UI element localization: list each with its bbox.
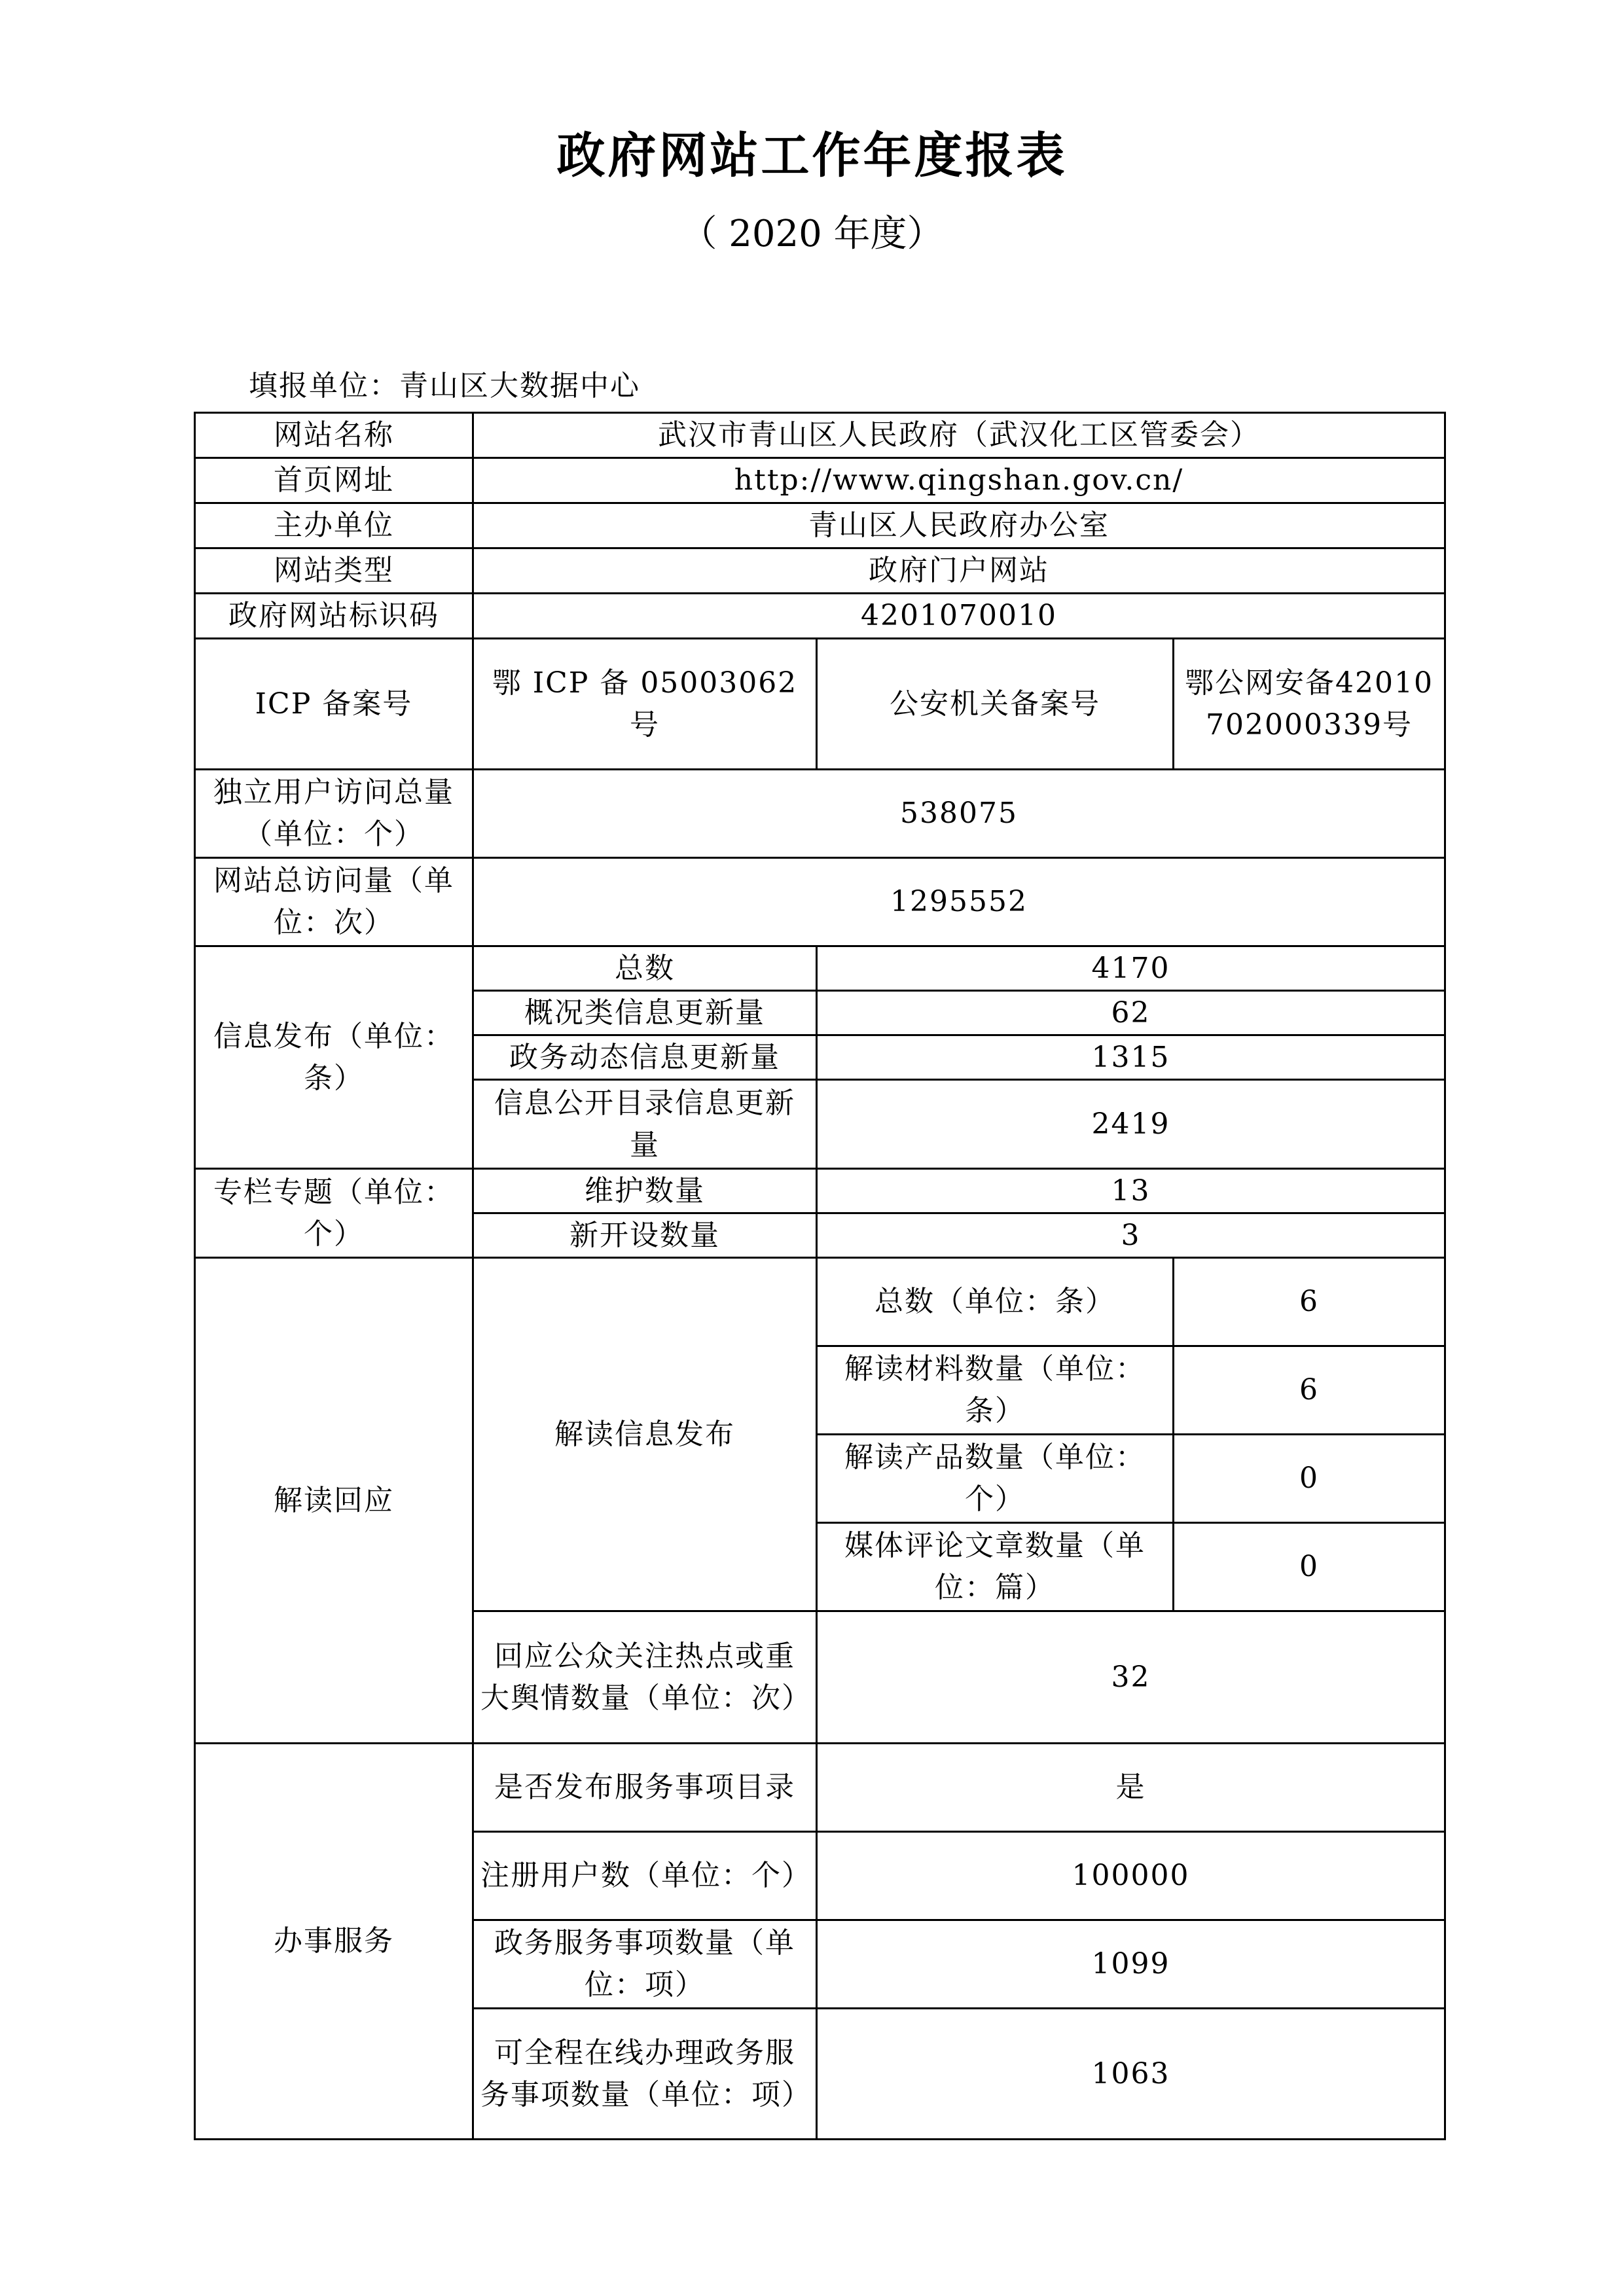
- overview-updates-label: 概况类信息更新量: [473, 991, 817, 1035]
- table-row: [195, 770, 1445, 858]
- info-publish-label: 信息发布（单位：条）: [195, 946, 473, 1169]
- total-visits-value: 1295552: [473, 858, 1445, 946]
- online-services-label: 可全程在线办理政务服务事项数量（单位：项）: [473, 2009, 817, 2140]
- media-articles-label: 媒体评论文章数量（单位：篇）: [817, 1523, 1174, 1611]
- site-id-label: 政府网站标识码: [195, 594, 473, 639]
- interpretation-products-label: 解读产品数量（单位：个）: [817, 1435, 1174, 1523]
- table-row: [195, 946, 1445, 991]
- interpretation-materials-label: 解读材料数量（单位：条）: [817, 1346, 1174, 1435]
- table-row: [195, 458, 1445, 503]
- overview-updates-value: 62: [817, 991, 1445, 1035]
- table-row: [195, 503, 1445, 548]
- sponsor-label: 主办单位: [195, 503, 473, 548]
- catalog-updates-value: 2419: [817, 1080, 1445, 1169]
- homepage-label: 首页网址: [195, 458, 473, 503]
- unique-visitors-label: 独立用户访问总量（单位：个）: [195, 770, 473, 858]
- public-response-value: 32: [817, 1611, 1445, 1744]
- unique-visitors-value: 538075: [473, 770, 1445, 858]
- site-name-label: 网站名称: [195, 413, 473, 458]
- homepage-value: http://www.qingshan.gov.cn/: [473, 458, 1445, 503]
- total-visits-label: 网站总访问量（单位：次）: [195, 858, 473, 946]
- police-record-value: 鄂公网安备42010702000339号: [1174, 639, 1445, 770]
- registered-users-label: 注册用户数（单位：个）: [473, 1832, 817, 1920]
- columns-maintained-value: 13: [817, 1169, 1445, 1213]
- service-catalog-label: 是否发布服务事项目录: [473, 1744, 817, 1832]
- report-title: 政府网站工作年度报表: [556, 128, 1068, 184]
- report-table: [194, 412, 1446, 2140]
- site-name-value: 武汉市青山区人民政府（武汉化工区管委会）: [473, 413, 1445, 458]
- registered-users-value: 100000: [817, 1832, 1445, 1920]
- police-record-label: 公安机关备案号: [817, 639, 1174, 770]
- table-row: [195, 1169, 1445, 1213]
- online-services-value: 1063: [817, 2009, 1445, 2140]
- columns-new-value: 3: [817, 1213, 1445, 1258]
- site-type-label: 网站类型: [195, 548, 473, 594]
- service-items-value: 1099: [817, 1920, 1445, 2009]
- icp-value: 鄂 ICP 备 05003062 号: [473, 639, 817, 770]
- table-row: [195, 1258, 1445, 1346]
- table-row: [195, 858, 1445, 946]
- interpretation-products-value: 0: [1174, 1435, 1445, 1523]
- service-items-label: 政务服务事项数量（单位：项）: [473, 1920, 817, 2009]
- sponsor-value: 青山区人民政府办公室: [473, 503, 1445, 548]
- table-row: [195, 639, 1445, 770]
- public-response-label: 回应公众关注热点或重大舆情数量（单位：次）: [473, 1611, 817, 1744]
- reporting-unit: 填报单位：青山区大数据中心: [249, 369, 640, 403]
- table-row: [195, 1744, 1445, 1832]
- report-year: （ 2020 年度）: [680, 213, 944, 255]
- columns-label: 专栏专题（单位：个）: [195, 1169, 473, 1258]
- table-row: [195, 594, 1445, 639]
- interpretation-label: 解读回应: [195, 1258, 473, 1744]
- site-id-value: 4201070010: [473, 594, 1445, 639]
- table-row: [195, 413, 1445, 458]
- columns-maintained-label: 维护数量: [473, 1169, 817, 1213]
- services-label: 办事服务: [195, 1744, 473, 2140]
- interpretation-publish-label: 解读信息发布: [473, 1258, 817, 1611]
- info-total-value: 4170: [817, 946, 1445, 991]
- icp-label: ICP 备案号: [195, 639, 473, 770]
- catalog-updates-label: 信息公开目录信息更新量: [473, 1080, 817, 1169]
- info-total-label: 总数: [473, 946, 817, 991]
- news-updates-label: 政务动态信息更新量: [473, 1035, 817, 1080]
- interpretation-materials-value: 6: [1174, 1346, 1445, 1435]
- table-row: [195, 548, 1445, 594]
- media-articles-value: 0: [1174, 1523, 1445, 1611]
- news-updates-value: 1315: [817, 1035, 1445, 1080]
- service-catalog-value: 是: [817, 1744, 1445, 1832]
- interpretation-total-label: 总数（单位：条）: [817, 1258, 1174, 1346]
- columns-new-label: 新开设数量: [473, 1213, 817, 1258]
- interpretation-total-value: 6: [1174, 1258, 1445, 1346]
- site-type-value: 政府门户网站: [473, 548, 1445, 594]
